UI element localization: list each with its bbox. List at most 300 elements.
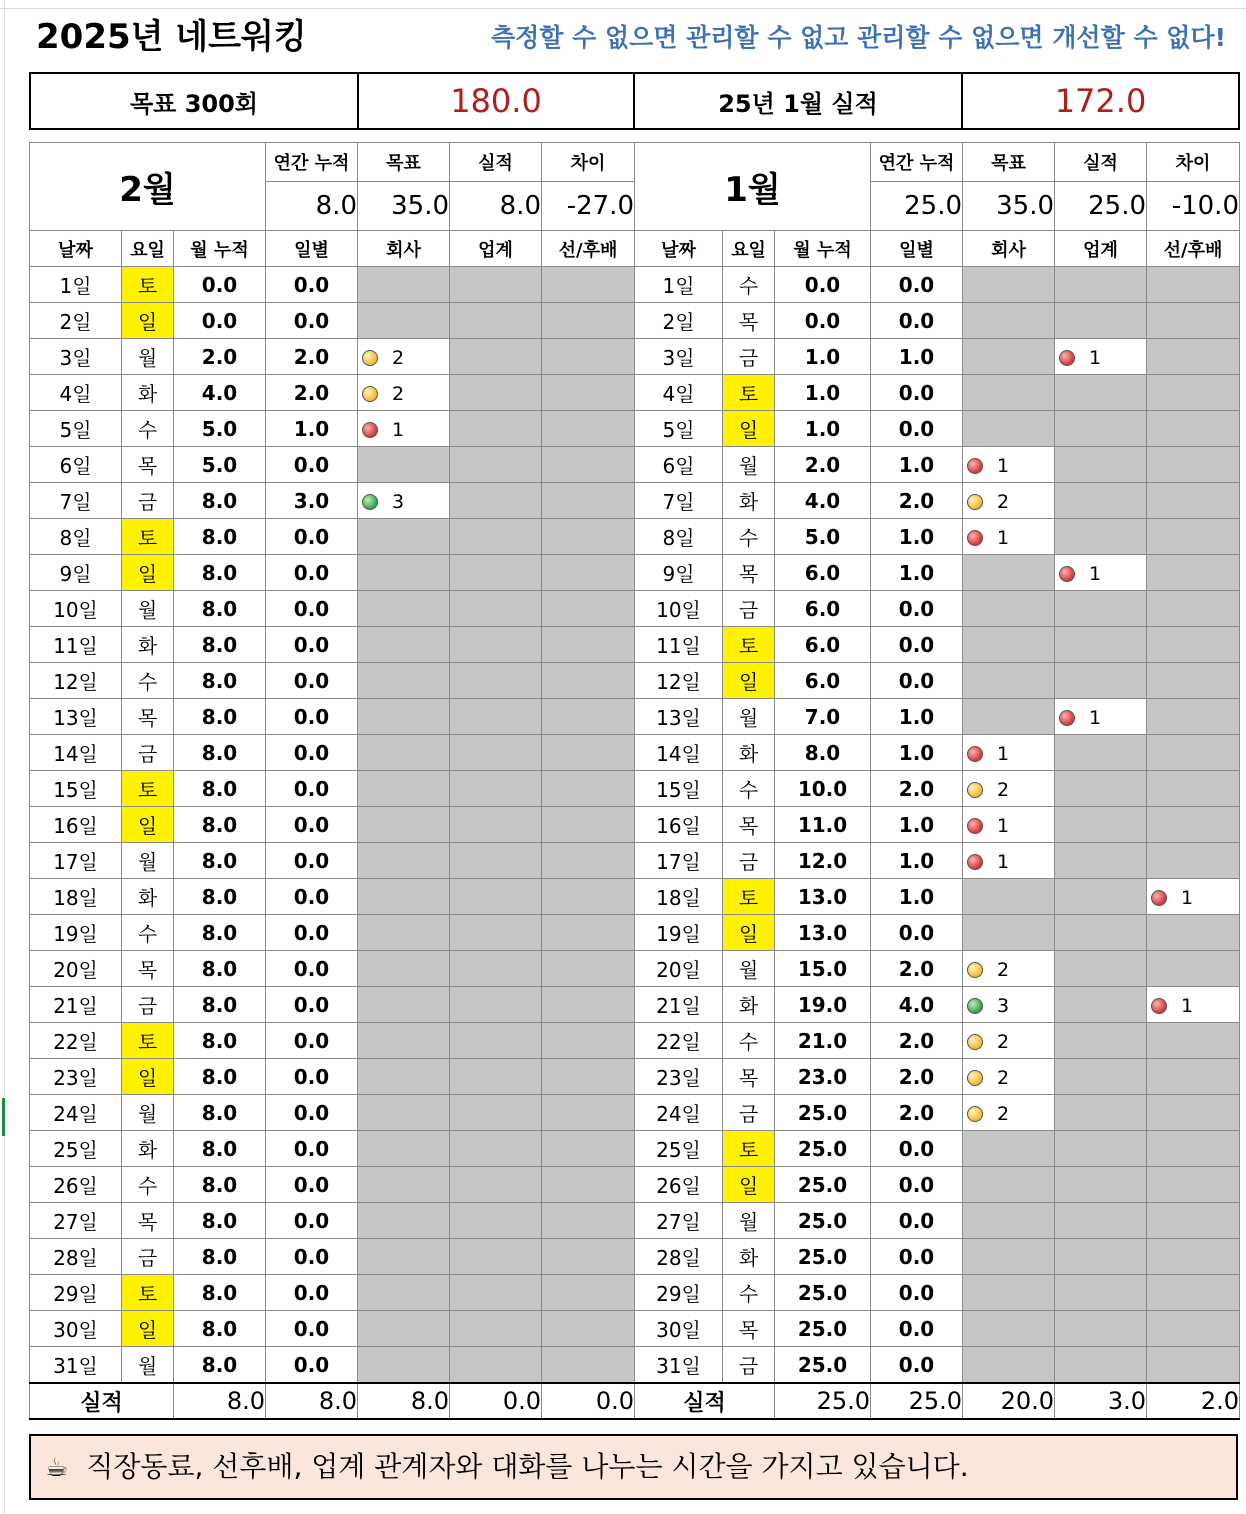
month-cum-cell[interactable]: 25.0 xyxy=(775,1239,871,1275)
seniors-cell[interactable] xyxy=(542,1131,635,1167)
actual-label[interactable]: 25년 1월 실적 xyxy=(634,73,962,129)
industry-cell[interactable] xyxy=(450,627,542,663)
month-cum-cell[interactable]: 13.0 xyxy=(775,915,871,951)
company-cell[interactable] xyxy=(358,627,450,663)
date-cell[interactable]: 26일 xyxy=(30,1167,122,1203)
date-cell[interactable]: 27일 xyxy=(30,1203,122,1239)
seniors-cell[interactable] xyxy=(542,1311,635,1347)
month-cum-cell[interactable]: 13.0 xyxy=(775,879,871,915)
seniors-cell[interactable] xyxy=(1147,1275,1240,1311)
seniors-cell[interactable] xyxy=(1147,447,1240,483)
weekday-cell[interactable]: 목 xyxy=(723,303,775,339)
date-cell[interactable]: 4일 xyxy=(30,375,122,411)
month-cum-cell[interactable]: 5.0 xyxy=(775,519,871,555)
daily-cell[interactable]: 0.0 xyxy=(266,627,358,663)
weekday-cell[interactable]: 일 xyxy=(723,663,775,699)
company-cell[interactable] xyxy=(358,591,450,627)
daily-cell[interactable]: 0.0 xyxy=(266,267,358,303)
industry-cell[interactable] xyxy=(450,519,542,555)
month-cum-cell[interactable]: 25.0 xyxy=(775,1275,871,1311)
daily-cell[interactable]: 0.0 xyxy=(871,591,963,627)
seniors-cell[interactable] xyxy=(1147,879,1240,915)
daily-cell[interactable]: 0.0 xyxy=(266,879,358,915)
target-value-left[interactable]: 35.0 xyxy=(358,182,450,231)
month-cum-cell[interactable]: 8.0 xyxy=(174,915,266,951)
industry-cell[interactable] xyxy=(1055,915,1147,951)
seniors-cell[interactable] xyxy=(1147,1131,1240,1167)
seniors-cell[interactable] xyxy=(542,915,635,951)
month-cum-cell[interactable]: 4.0 xyxy=(174,375,266,411)
seniors-cell[interactable] xyxy=(1147,375,1240,411)
date-cell[interactable]: 7일 xyxy=(30,483,122,519)
total-month-cum-right[interactable]: 25.0 xyxy=(775,1383,871,1419)
weekday-cell[interactable]: 금 xyxy=(723,843,775,879)
company-cell[interactable] xyxy=(358,987,450,1023)
annual-cum-value-left[interactable]: 8.0 xyxy=(266,182,358,231)
daily-cell[interactable]: 0.0 xyxy=(871,1347,963,1384)
weekday-cell[interactable]: 목 xyxy=(723,1311,775,1347)
daily-cell[interactable]: 0.0 xyxy=(266,1059,358,1095)
weekday-cell[interactable]: 화 xyxy=(122,375,174,411)
weekday-cell[interactable]: 월 xyxy=(122,843,174,879)
seniors-cell[interactable] xyxy=(1147,519,1240,555)
seniors-cell[interactable] xyxy=(542,735,635,771)
company-cell[interactable] xyxy=(963,555,1055,591)
daily-cell[interactable]: 0.0 xyxy=(871,411,963,447)
company-cell[interactable] xyxy=(963,843,1055,879)
company-cell[interactable] xyxy=(963,411,1055,447)
weekday-cell[interactable]: 일 xyxy=(122,807,174,843)
month-label-left[interactable]: 2월 xyxy=(30,143,266,231)
industry-cell[interactable] xyxy=(450,411,542,447)
industry-cell[interactable] xyxy=(1055,951,1147,987)
company-cell[interactable] xyxy=(358,1095,450,1131)
date-cell[interactable]: 8일 xyxy=(635,519,723,555)
weekday-cell[interactable]: 일 xyxy=(723,915,775,951)
industry-cell[interactable] xyxy=(450,339,542,375)
industry-cell[interactable] xyxy=(1055,267,1147,303)
daily-cell[interactable]: 2.0 xyxy=(871,1023,963,1059)
date-cell[interactable]: 18일 xyxy=(30,879,122,915)
weekday-cell[interactable]: 목 xyxy=(723,555,775,591)
date-cell[interactable]: 6일 xyxy=(635,447,723,483)
col-header-weekday[interactable]: 요일 xyxy=(723,231,775,267)
weekday-cell[interactable]: 월 xyxy=(723,951,775,987)
company-cell[interactable] xyxy=(963,879,1055,915)
industry-cell[interactable] xyxy=(1055,1347,1147,1384)
date-cell[interactable]: 1일 xyxy=(635,267,723,303)
industry-cell[interactable] xyxy=(450,1167,542,1203)
month-cum-cell[interactable]: 8.0 xyxy=(174,1023,266,1059)
seniors-cell[interactable] xyxy=(542,555,635,591)
industry-cell[interactable] xyxy=(1055,447,1147,483)
weekday-cell[interactable]: 목 xyxy=(723,807,775,843)
date-cell[interactable]: 11일 xyxy=(30,627,122,663)
month-cum-cell[interactable]: 1.0 xyxy=(775,411,871,447)
company-cell[interactable] xyxy=(358,951,450,987)
industry-cell[interactable] xyxy=(1055,375,1147,411)
date-cell[interactable]: 19일 xyxy=(30,915,122,951)
col-header-month-cum[interactable]: 월 누적 xyxy=(775,231,871,267)
total-company-right[interactable]: 20.0 xyxy=(963,1383,1055,1419)
industry-cell[interactable] xyxy=(450,1311,542,1347)
month-cum-cell[interactable]: 6.0 xyxy=(775,591,871,627)
company-cell[interactable] xyxy=(358,1239,450,1275)
month-cum-cell[interactable]: 6.0 xyxy=(775,663,871,699)
industry-cell[interactable] xyxy=(450,915,542,951)
daily-cell[interactable]: 1.0 xyxy=(266,411,358,447)
goal-label[interactable]: 목표 300회 xyxy=(30,73,358,129)
date-cell[interactable]: 22일 xyxy=(30,1023,122,1059)
industry-cell[interactable] xyxy=(1055,843,1147,879)
company-cell[interactable] xyxy=(358,771,450,807)
month-cum-cell[interactable]: 8.0 xyxy=(174,591,266,627)
seniors-cell[interactable] xyxy=(542,267,635,303)
weekday-cell[interactable]: 목 xyxy=(122,447,174,483)
industry-cell[interactable] xyxy=(450,1023,542,1059)
seniors-cell[interactable] xyxy=(542,1167,635,1203)
weekday-cell[interactable]: 화 xyxy=(122,627,174,663)
seniors-cell[interactable] xyxy=(542,771,635,807)
weekday-cell[interactable]: 목 xyxy=(723,1059,775,1095)
company-cell[interactable] xyxy=(963,663,1055,699)
seniors-cell[interactable] xyxy=(542,1239,635,1275)
company-cell[interactable] xyxy=(963,1275,1055,1311)
date-cell[interactable]: 30일 xyxy=(635,1311,723,1347)
industry-cell[interactable] xyxy=(1055,1311,1147,1347)
company-cell[interactable] xyxy=(963,951,1055,987)
date-cell[interactable]: 12일 xyxy=(635,663,723,699)
weekday-cell[interactable]: 월 xyxy=(122,1347,174,1384)
annual-cum-value-right[interactable]: 25.0 xyxy=(871,182,963,231)
daily-cell[interactable]: 0.0 xyxy=(266,699,358,735)
note-banner[interactable] xyxy=(29,1434,1238,1500)
month-cum-cell[interactable]: 8.0 xyxy=(174,627,266,663)
company-cell[interactable] xyxy=(358,1275,450,1311)
daily-cell[interactable]: 0.0 xyxy=(871,267,963,303)
daily-cell[interactable]: 0.0 xyxy=(266,1095,358,1131)
daily-cell[interactable]: 0.0 xyxy=(266,771,358,807)
company-cell[interactable] xyxy=(358,555,450,591)
date-cell[interactable]: 19일 xyxy=(635,915,723,951)
month-cum-cell[interactable]: 8.0 xyxy=(174,555,266,591)
company-cell[interactable] xyxy=(358,303,450,339)
industry-cell[interactable] xyxy=(450,735,542,771)
company-cell[interactable] xyxy=(358,915,450,951)
seniors-cell[interactable] xyxy=(1147,555,1240,591)
weekday-cell[interactable]: 수 xyxy=(122,915,174,951)
industry-cell[interactable] xyxy=(1055,1059,1147,1095)
date-cell[interactable]: 9일 xyxy=(30,555,122,591)
date-cell[interactable]: 14일 xyxy=(635,735,723,771)
company-cell[interactable] xyxy=(963,1023,1055,1059)
col-header-company[interactable]: 회사 xyxy=(963,231,1055,267)
company-cell[interactable] xyxy=(358,663,450,699)
industry-cell[interactable] xyxy=(1055,591,1147,627)
company-cell[interactable] xyxy=(358,735,450,771)
month-cum-cell[interactable]: 8.0 xyxy=(174,699,266,735)
weekday-cell[interactable]: 목 xyxy=(122,1203,174,1239)
total-seniors-right[interactable]: 2.0 xyxy=(1147,1383,1240,1419)
seniors-cell[interactable] xyxy=(1147,627,1240,663)
date-cell[interactable]: 11일 xyxy=(635,627,723,663)
daily-cell[interactable]: 0.0 xyxy=(266,1239,358,1275)
month-cum-cell[interactable]: 8.0 xyxy=(174,1095,266,1131)
daily-cell[interactable]: 1.0 xyxy=(871,699,963,735)
date-cell[interactable]: 14일 xyxy=(30,735,122,771)
weekday-cell[interactable]: 금 xyxy=(122,1239,174,1275)
annual-cum-label-left[interactable]: 연간 누적 xyxy=(266,143,358,182)
industry-cell[interactable] xyxy=(450,843,542,879)
col-header-weekday[interactable]: 요일 xyxy=(122,231,174,267)
month-cum-cell[interactable]: 25.0 xyxy=(775,1347,871,1384)
month-cum-cell[interactable]: 11.0 xyxy=(775,807,871,843)
weekday-cell[interactable]: 금 xyxy=(122,735,174,771)
month-cum-cell[interactable]: 25.0 xyxy=(775,1311,871,1347)
date-cell[interactable]: 6일 xyxy=(30,447,122,483)
col-header-industry[interactable]: 업계 xyxy=(450,231,542,267)
col-header-daily[interactable]: 일별 xyxy=(266,231,358,267)
industry-cell[interactable] xyxy=(1055,987,1147,1023)
industry-cell[interactable] xyxy=(450,1347,542,1384)
daily-cell[interactable]: 2.0 xyxy=(871,1059,963,1095)
company-cell[interactable] xyxy=(358,699,450,735)
daily-cell[interactable]: 0.0 xyxy=(871,1203,963,1239)
seniors-cell[interactable] xyxy=(1147,591,1240,627)
date-cell[interactable]: 27일 xyxy=(635,1203,723,1239)
col-header-seniors[interactable]: 선/후배 xyxy=(1147,231,1240,267)
industry-cell[interactable] xyxy=(450,1131,542,1167)
industry-cell[interactable] xyxy=(1055,555,1147,591)
industry-cell[interactable] xyxy=(1055,627,1147,663)
daily-cell[interactable]: 1.0 xyxy=(871,879,963,915)
month-cum-cell[interactable]: 0.0 xyxy=(775,303,871,339)
total-label-right[interactable]: 실적 xyxy=(635,1383,775,1419)
seniors-cell[interactable] xyxy=(1147,987,1240,1023)
date-cell[interactable]: 26일 xyxy=(635,1167,723,1203)
seniors-cell[interactable] xyxy=(1147,735,1240,771)
date-cell[interactable]: 9일 xyxy=(635,555,723,591)
daily-cell[interactable]: 2.0 xyxy=(871,771,963,807)
weekday-cell[interactable]: 화 xyxy=(122,879,174,915)
daily-cell[interactable]: 0.0 xyxy=(871,627,963,663)
weekday-cell[interactable]: 금 xyxy=(723,1347,775,1384)
weekday-cell[interactable]: 토 xyxy=(122,1023,174,1059)
company-cell[interactable] xyxy=(358,1131,450,1167)
month-cum-cell[interactable]: 8.0 xyxy=(174,771,266,807)
month-cum-cell[interactable]: 8.0 xyxy=(174,519,266,555)
month-cum-cell[interactable]: 2.0 xyxy=(775,447,871,483)
month-cum-cell[interactable]: 15.0 xyxy=(775,951,871,987)
weekday-cell[interactable]: 토 xyxy=(122,771,174,807)
daily-cell[interactable]: 0.0 xyxy=(871,915,963,951)
seniors-cell[interactable] xyxy=(1147,663,1240,699)
company-cell[interactable] xyxy=(963,1167,1055,1203)
daily-cell[interactable]: 1.0 xyxy=(871,339,963,375)
industry-cell[interactable] xyxy=(450,267,542,303)
company-cell[interactable] xyxy=(963,447,1055,483)
daily-cell[interactable]: 1.0 xyxy=(871,735,963,771)
diff-label-right[interactable]: 차이 xyxy=(1147,143,1240,182)
industry-cell[interactable] xyxy=(1055,807,1147,843)
date-cell[interactable]: 5일 xyxy=(30,411,122,447)
daily-cell[interactable]: 0.0 xyxy=(871,1311,963,1347)
company-cell[interactable] xyxy=(358,483,450,519)
diff-value-right[interactable]: -10.0 xyxy=(1147,182,1240,231)
date-cell[interactable]: 18일 xyxy=(635,879,723,915)
total-seniors-left[interactable]: 0.0 xyxy=(542,1383,635,1419)
seniors-cell[interactable] xyxy=(542,483,635,519)
col-header-daily[interactable]: 일별 xyxy=(871,231,963,267)
daily-cell[interactable]: 0.0 xyxy=(266,591,358,627)
date-cell[interactable]: 22일 xyxy=(635,1023,723,1059)
seniors-cell[interactable] xyxy=(1147,951,1240,987)
company-cell[interactable] xyxy=(963,1203,1055,1239)
company-cell[interactable] xyxy=(358,267,450,303)
month-cum-cell[interactable]: 8.0 xyxy=(174,843,266,879)
company-cell[interactable] xyxy=(358,375,450,411)
seniors-cell[interactable] xyxy=(542,1095,635,1131)
daily-cell[interactable]: 1.0 xyxy=(871,807,963,843)
industry-cell[interactable] xyxy=(1055,1131,1147,1167)
seniors-cell[interactable] xyxy=(1147,303,1240,339)
industry-cell[interactable] xyxy=(1055,1239,1147,1275)
month-cum-cell[interactable]: 8.0 xyxy=(174,1239,266,1275)
company-cell[interactable] xyxy=(358,1311,450,1347)
industry-cell[interactable] xyxy=(1055,1167,1147,1203)
date-cell[interactable]: 21일 xyxy=(635,987,723,1023)
company-cell[interactable] xyxy=(963,627,1055,663)
weekday-cell[interactable]: 일 xyxy=(723,411,775,447)
industry-cell[interactable] xyxy=(450,447,542,483)
weekday-cell[interactable]: 금 xyxy=(723,1095,775,1131)
company-cell[interactable] xyxy=(358,1023,450,1059)
daily-cell[interactable]: 0.0 xyxy=(266,843,358,879)
seniors-cell[interactable] xyxy=(1147,915,1240,951)
company-cell[interactable] xyxy=(963,807,1055,843)
daily-cell[interactable]: 0.0 xyxy=(266,519,358,555)
daily-cell[interactable]: 0.0 xyxy=(266,1131,358,1167)
seniors-cell[interactable] xyxy=(1147,1239,1240,1275)
industry-cell[interactable] xyxy=(1055,1023,1147,1059)
industry-cell[interactable] xyxy=(450,1059,542,1095)
month-cum-cell[interactable]: 8.0 xyxy=(174,1167,266,1203)
weekday-cell[interactable]: 금 xyxy=(723,339,775,375)
industry-cell[interactable] xyxy=(450,807,542,843)
month-cum-cell[interactable]: 0.0 xyxy=(775,267,871,303)
daily-cell[interactable]: 1.0 xyxy=(871,519,963,555)
diff-label-left[interactable]: 차이 xyxy=(542,143,635,182)
weekday-cell[interactable]: 월 xyxy=(723,699,775,735)
weekday-cell[interactable]: 토 xyxy=(122,1275,174,1311)
weekday-cell[interactable]: 수 xyxy=(723,1023,775,1059)
seniors-cell[interactable] xyxy=(542,591,635,627)
seniors-cell[interactable] xyxy=(542,951,635,987)
date-cell[interactable]: 28일 xyxy=(635,1239,723,1275)
weekday-cell[interactable]: 목 xyxy=(122,699,174,735)
date-cell[interactable]: 29일 xyxy=(30,1275,122,1311)
weekday-cell[interactable]: 일 xyxy=(122,1059,174,1095)
company-cell[interactable] xyxy=(963,375,1055,411)
seniors-cell[interactable] xyxy=(542,1023,635,1059)
industry-cell[interactable] xyxy=(450,1275,542,1311)
seniors-cell[interactable] xyxy=(1147,1023,1240,1059)
daily-cell[interactable]: 0.0 xyxy=(266,1203,358,1239)
weekday-cell[interactable]: 화 xyxy=(723,483,775,519)
target-label-right[interactable]: 목표 xyxy=(963,143,1055,182)
seniors-cell[interactable] xyxy=(1147,1095,1240,1131)
company-cell[interactable] xyxy=(358,411,450,447)
daily-cell[interactable]: 0.0 xyxy=(266,663,358,699)
month-cum-cell[interactable]: 8.0 xyxy=(174,807,266,843)
daily-cell[interactable]: 0.0 xyxy=(266,1023,358,1059)
date-cell[interactable]: 10일 xyxy=(635,591,723,627)
company-cell[interactable] xyxy=(963,1239,1055,1275)
date-cell[interactable]: 10일 xyxy=(30,591,122,627)
seniors-cell[interactable] xyxy=(542,519,635,555)
month-cum-cell[interactable]: 25.0 xyxy=(775,1203,871,1239)
goal-value[interactable]: 180.0 xyxy=(358,73,634,129)
date-cell[interactable]: 5일 xyxy=(635,411,723,447)
month-cum-cell[interactable]: 8.0 xyxy=(174,1131,266,1167)
date-cell[interactable]: 25일 xyxy=(30,1131,122,1167)
company-cell[interactable] xyxy=(963,1347,1055,1384)
weekday-cell[interactable]: 월 xyxy=(122,591,174,627)
daily-cell[interactable]: 1.0 xyxy=(871,843,963,879)
weekday-cell[interactable]: 토 xyxy=(723,627,775,663)
company-cell[interactable] xyxy=(963,339,1055,375)
seniors-cell[interactable] xyxy=(542,987,635,1023)
target-label-left[interactable]: 목표 xyxy=(358,143,450,182)
date-cell[interactable]: 4일 xyxy=(635,375,723,411)
date-cell[interactable]: 31일 xyxy=(635,1347,723,1384)
month-cum-cell[interactable]: 5.0 xyxy=(174,411,266,447)
month-cum-cell[interactable]: 25.0 xyxy=(775,1131,871,1167)
col-header-date[interactable]: 날짜 xyxy=(635,231,723,267)
seniors-cell[interactable] xyxy=(542,699,635,735)
industry-cell[interactable] xyxy=(1055,735,1147,771)
industry-cell[interactable] xyxy=(450,483,542,519)
company-cell[interactable] xyxy=(963,1311,1055,1347)
industry-cell[interactable] xyxy=(1055,1275,1147,1311)
company-cell[interactable] xyxy=(358,1203,450,1239)
target-value-right[interactable]: 35.0 xyxy=(963,182,1055,231)
date-cell[interactable]: 16일 xyxy=(635,807,723,843)
seniors-cell[interactable] xyxy=(542,807,635,843)
weekday-cell[interactable]: 일 xyxy=(122,1311,174,1347)
seniors-cell[interactable] xyxy=(1147,699,1240,735)
company-cell[interactable] xyxy=(963,591,1055,627)
date-cell[interactable]: 13일 xyxy=(30,699,122,735)
month-cum-cell[interactable]: 8.0 xyxy=(174,663,266,699)
date-cell[interactable]: 12일 xyxy=(30,663,122,699)
daily-cell[interactable]: 0.0 xyxy=(871,1275,963,1311)
month-cum-cell[interactable]: 25.0 xyxy=(775,1167,871,1203)
date-cell[interactable]: 17일 xyxy=(30,843,122,879)
weekday-cell[interactable]: 수 xyxy=(723,1275,775,1311)
daily-cell[interactable]: 2.0 xyxy=(871,483,963,519)
weekday-cell[interactable]: 일 xyxy=(122,555,174,591)
industry-cell[interactable] xyxy=(450,555,542,591)
diff-value-left[interactable]: -27.0 xyxy=(542,182,635,231)
weekday-cell[interactable]: 화 xyxy=(122,1131,174,1167)
industry-cell[interactable] xyxy=(450,951,542,987)
actual-label-right[interactable]: 실적 xyxy=(1055,143,1147,182)
month-cum-cell[interactable]: 4.0 xyxy=(775,483,871,519)
weekday-cell[interactable]: 수 xyxy=(723,267,775,303)
company-cell[interactable] xyxy=(963,735,1055,771)
month-cum-cell[interactable]: 0.0 xyxy=(174,303,266,339)
